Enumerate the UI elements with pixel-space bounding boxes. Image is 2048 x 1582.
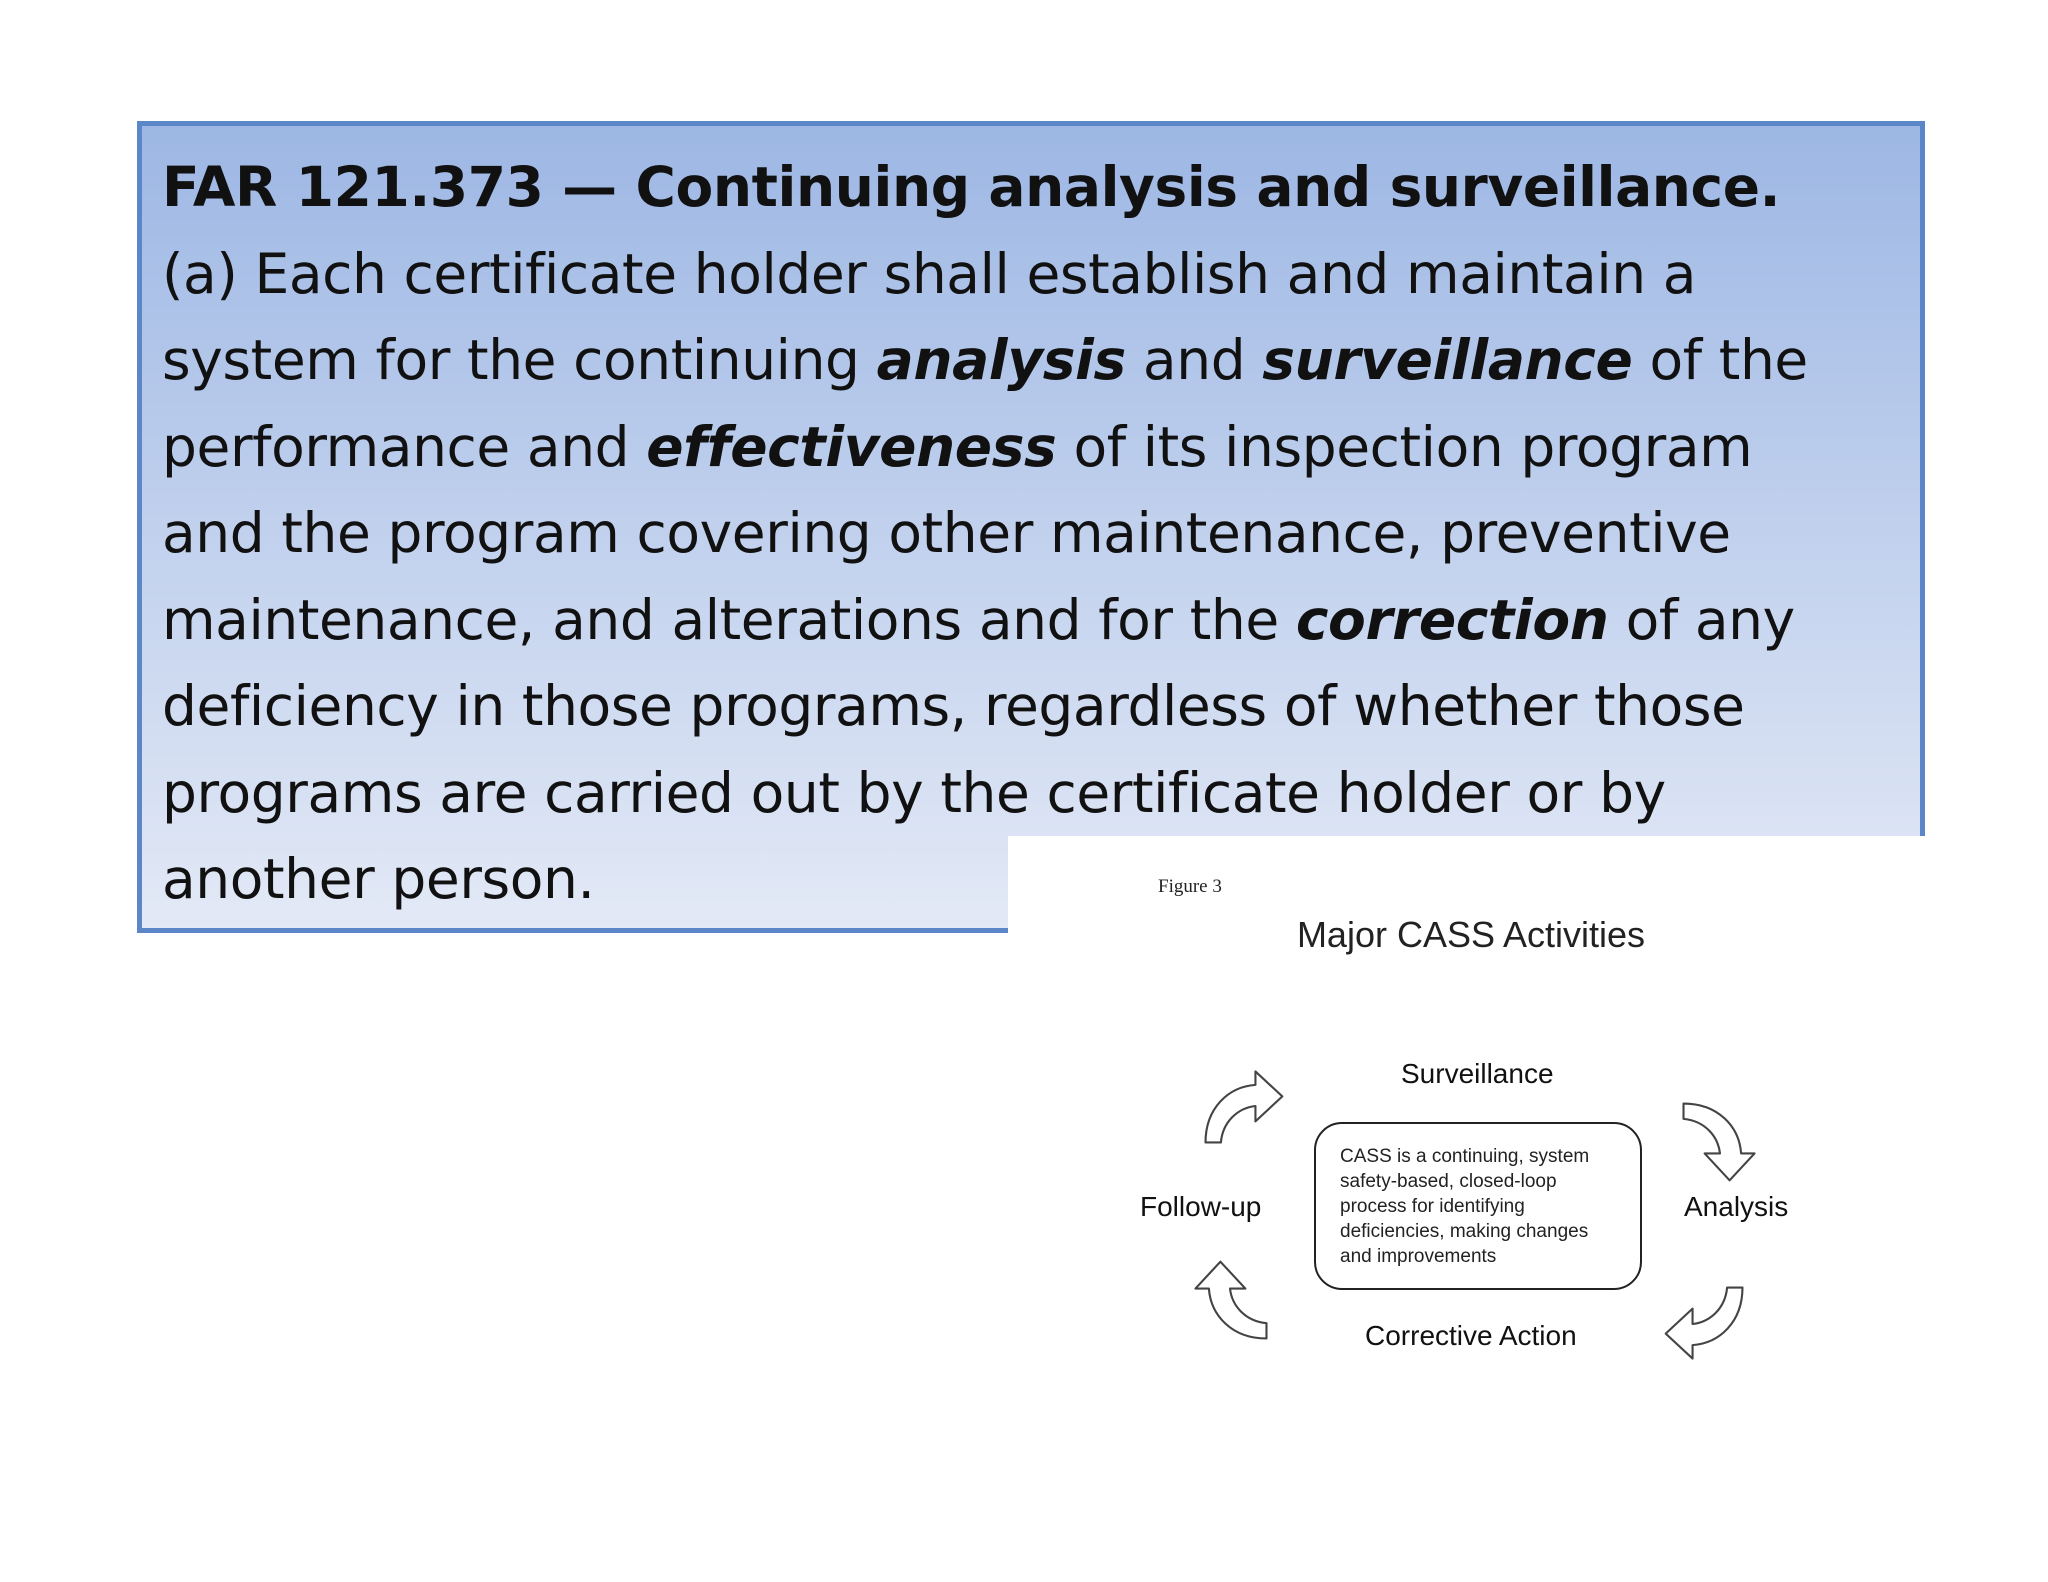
emphasized-term: surveillance (1262, 328, 1633, 392)
stage-analysis: Analysis (1684, 1191, 1789, 1222)
rule-title: FAR 121.373 — Continuing analysis and surveillance. (162, 155, 1781, 219)
rule-text-segment: of any (1608, 587, 1795, 652)
rule-text-segment: programs are carried out by the certificate holder or by (162, 760, 1666, 825)
rule-text-segment: and (1125, 328, 1263, 392)
rule-text-segment: maintenance, and alterations and for the (162, 587, 1296, 652)
cass-definition-box (1314, 1122, 1642, 1290)
rule-body (162, 231, 1900, 923)
definition-line: CASS is a continuing, system (1340, 1146, 1590, 1167)
rule-text-segment: another person. (162, 847, 595, 911)
curved-arrow-icon (1672, 1092, 1768, 1188)
definition-line: and improvements (1340, 1246, 1497, 1267)
figure-label: Figure 3 (1158, 876, 1222, 897)
curved-arrow-icon (1658, 1276, 1754, 1372)
rule-line (162, 231, 1900, 318)
curved-arrow-icon (1194, 1058, 1290, 1154)
rule-line (162, 663, 1900, 750)
definition-line: deficiencies, making changes (1340, 1221, 1589, 1242)
definition-line: safety-based, closed-loop (1340, 1171, 1557, 1192)
emphasized-term: analysis (876, 328, 1126, 392)
rule-text-segment: performance and (162, 414, 647, 479)
stage-corrective-action: Corrective Action (1365, 1320, 1577, 1351)
rule-text-segment: deficiency in those programs, regardless of whether those (162, 674, 1745, 738)
rule-text-segment: of its inspection program (1056, 414, 1753, 479)
rule-line (162, 490, 1900, 577)
rule-text-segment: of the (1632, 328, 1808, 392)
stage-follow-up: Follow-up (1140, 1191, 1262, 1222)
cass-figure (1008, 836, 1928, 1396)
figure-title: Major CASS Activities (1296, 914, 1646, 955)
rule-line (162, 404, 1900, 491)
rule-text-segment: and the program covering other maintenance, preventive (162, 501, 1731, 565)
emphasized-term: correction (1295, 587, 1609, 652)
rule-line (162, 750, 1900, 837)
rule-text-segment: (a) Each certificate holder shall establish and maintain a (162, 241, 1697, 306)
rule-line (162, 577, 1900, 664)
definition-line: process for identifying (1340, 1196, 1525, 1217)
stage-surveillance: Surveillance (1401, 1058, 1554, 1089)
rule-text-segment: system for the continuing (162, 328, 877, 392)
rule-line (162, 317, 1900, 404)
curved-arrow-icon (1182, 1254, 1278, 1350)
rule-text-box (137, 121, 1925, 933)
emphasized-term: effectiveness (646, 414, 1057, 479)
